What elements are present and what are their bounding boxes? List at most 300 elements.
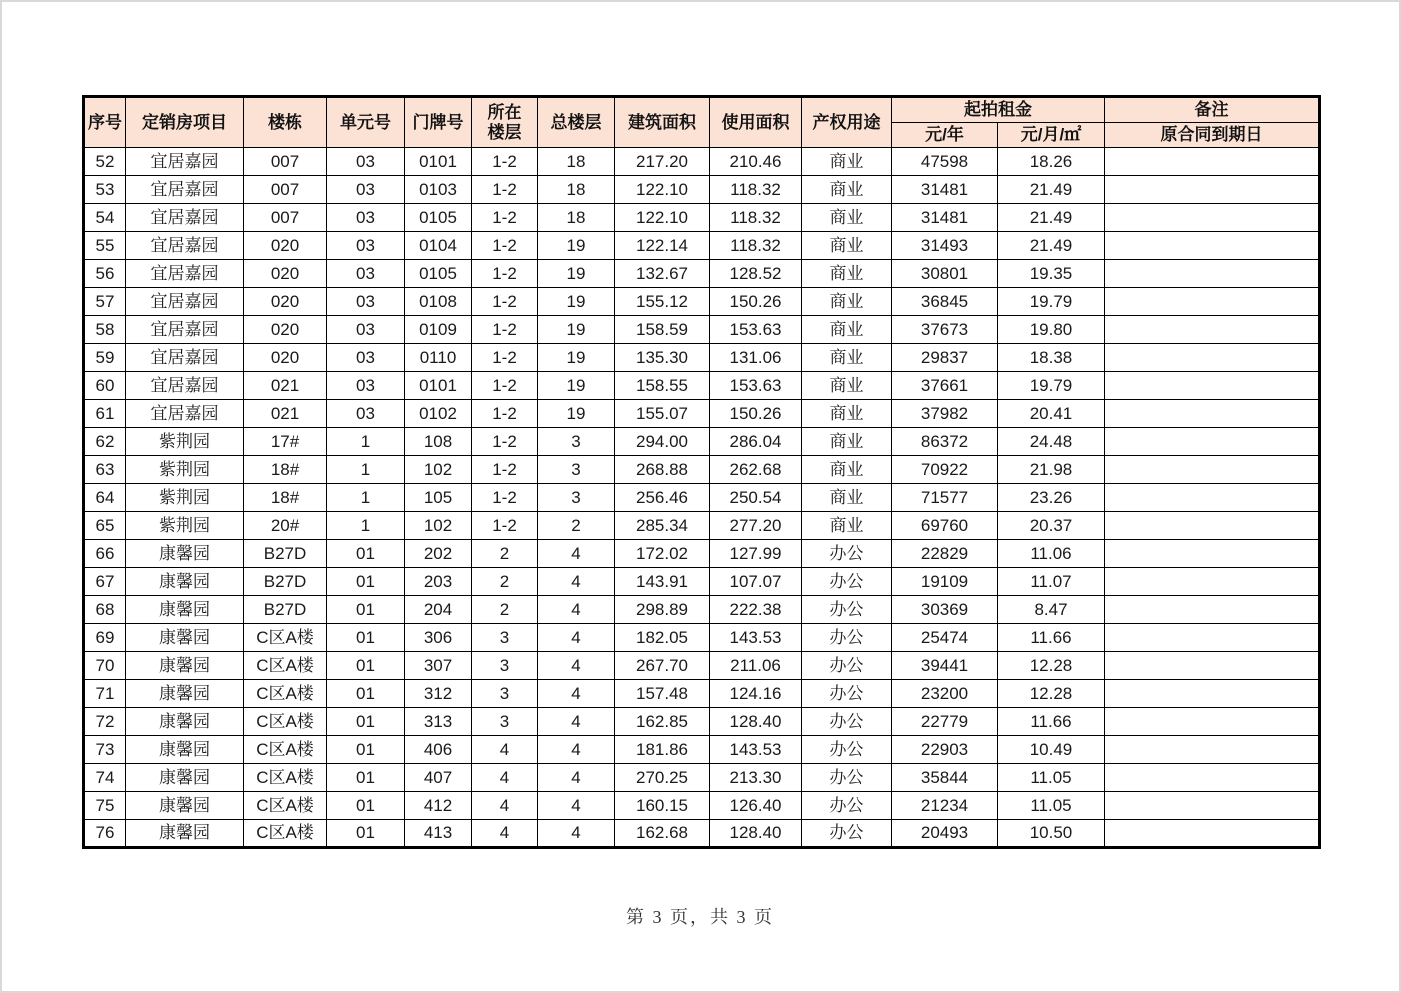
cell-rent-month-sqm: 10.50	[998, 820, 1105, 848]
cell-rent-year: 35844	[892, 764, 998, 792]
cell-rent-month-sqm: 18.26	[998, 148, 1105, 176]
cell-unit: 03	[327, 344, 405, 372]
cell-use-area: 124.16	[710, 680, 802, 708]
cell-use-area: 118.32	[710, 204, 802, 232]
cell-rent-month-sqm: 11.06	[998, 540, 1105, 568]
cell-total-floors: 4	[538, 764, 615, 792]
cell-note	[1105, 792, 1320, 820]
cell-use-area: 131.06	[710, 344, 802, 372]
cell-seq: 59	[84, 344, 126, 372]
cell-total-floors: 19	[538, 260, 615, 288]
cell-total-floors: 18	[538, 204, 615, 232]
cell-floor: 4	[472, 736, 538, 764]
cell-unit: 01	[327, 736, 405, 764]
cell-unit: 01	[327, 764, 405, 792]
cell-project: 宜居嘉园	[126, 372, 244, 400]
cell-door: 102	[405, 512, 472, 540]
cell-rent-year: 37661	[892, 372, 998, 400]
table-row	[84, 372, 1320, 400]
cell-unit: 01	[327, 708, 405, 736]
cell-floor: 1-2	[472, 428, 538, 456]
cell-floor: 4	[472, 764, 538, 792]
cell-usage: 商业	[802, 428, 892, 456]
cell-usage: 办公	[802, 624, 892, 652]
cell-project: 康馨园	[126, 652, 244, 680]
cell-note	[1105, 820, 1320, 848]
cell-floor: 1-2	[472, 260, 538, 288]
cell-rent-year: 47598	[892, 148, 998, 176]
cell-building: 18#	[244, 484, 327, 512]
cell-total-floors: 19	[538, 400, 615, 428]
cell-use-area: 222.38	[710, 596, 802, 624]
cell-project: 宜居嘉园	[126, 176, 244, 204]
cell-door: 203	[405, 568, 472, 596]
cell-seq: 74	[84, 764, 126, 792]
cell-unit: 01	[327, 820, 405, 848]
cell-total-floors: 3	[538, 428, 615, 456]
header-seq: 序号	[84, 97, 126, 148]
cell-build-area: 181.86	[615, 736, 710, 764]
cell-rent-year: 37982	[892, 400, 998, 428]
cell-note	[1105, 764, 1320, 792]
cell-usage: 办公	[802, 540, 892, 568]
cell-usage: 商业	[802, 344, 892, 372]
cell-note	[1105, 232, 1320, 260]
cell-rent-month-sqm: 19.80	[998, 316, 1105, 344]
cell-floor: 3	[472, 680, 538, 708]
cell-total-floors: 18	[538, 148, 615, 176]
cell-project: 宜居嘉园	[126, 232, 244, 260]
cell-rent-month-sqm: 11.66	[998, 624, 1105, 652]
cell-seq: 57	[84, 288, 126, 316]
cell-rent-year: 36845	[892, 288, 998, 316]
cell-seq: 66	[84, 540, 126, 568]
cell-seq: 68	[84, 596, 126, 624]
cell-door: 0109	[405, 316, 472, 344]
cell-project: 康馨园	[126, 736, 244, 764]
cell-floor: 1-2	[472, 372, 538, 400]
cell-usage: 办公	[802, 680, 892, 708]
cell-use-area: 210.46	[710, 148, 802, 176]
cell-total-floors: 4	[538, 736, 615, 764]
cell-door: 102	[405, 456, 472, 484]
cell-building: C区A楼	[244, 820, 327, 848]
table-row	[84, 568, 1320, 596]
cell-project: 宜居嘉园	[126, 260, 244, 288]
cell-total-floors: 3	[538, 484, 615, 512]
cell-usage: 办公	[802, 652, 892, 680]
cell-rent-year: 39441	[892, 652, 998, 680]
cell-building: C区A楼	[244, 624, 327, 652]
cell-seq: 64	[84, 484, 126, 512]
cell-use-area: 286.04	[710, 428, 802, 456]
cell-use-area: 128.52	[710, 260, 802, 288]
cell-rent-year: 22779	[892, 708, 998, 736]
cell-use-area: 126.40	[710, 792, 802, 820]
cell-use-area: 150.26	[710, 400, 802, 428]
cell-unit: 1	[327, 484, 405, 512]
table-row	[84, 792, 1320, 820]
table-row	[84, 232, 1320, 260]
header-floor	[472, 97, 538, 148]
cell-usage: 商业	[802, 204, 892, 232]
cell-rent-month-sqm: 23.26	[998, 484, 1105, 512]
cell-seq: 62	[84, 428, 126, 456]
cell-total-floors: 19	[538, 344, 615, 372]
cell-project: 宜居嘉园	[126, 344, 244, 372]
cell-note	[1105, 428, 1320, 456]
table-row	[84, 148, 1320, 176]
cell-total-floors: 2	[538, 512, 615, 540]
cell-build-area: 155.07	[615, 400, 710, 428]
cell-rent-month-sqm: 19.79	[998, 288, 1105, 316]
cell-build-area: 122.14	[615, 232, 710, 260]
cell-note	[1105, 316, 1320, 344]
cell-rent-year: 31493	[892, 232, 998, 260]
cell-rent-month-sqm: 21.49	[998, 232, 1105, 260]
cell-door: 0104	[405, 232, 472, 260]
cell-floor: 1-2	[472, 176, 538, 204]
cell-floor: 3	[472, 652, 538, 680]
cell-floor: 1-2	[472, 456, 538, 484]
cell-project: 宜居嘉园	[126, 148, 244, 176]
cell-build-area: 160.15	[615, 792, 710, 820]
cell-rent-year: 22829	[892, 540, 998, 568]
cell-rent-year: 37673	[892, 316, 998, 344]
cell-usage: 商业	[802, 372, 892, 400]
cell-unit: 03	[327, 232, 405, 260]
cell-building: 007	[244, 148, 327, 176]
cell-note	[1105, 596, 1320, 624]
cell-project: 康馨园	[126, 708, 244, 736]
table-row	[84, 428, 1320, 456]
cell-seq: 65	[84, 512, 126, 540]
cell-rent-month-sqm: 24.48	[998, 428, 1105, 456]
cell-rent-month-sqm: 19.79	[998, 372, 1105, 400]
cell-seq: 52	[84, 148, 126, 176]
cell-use-area: 107.07	[710, 568, 802, 596]
cell-note	[1105, 736, 1320, 764]
table-body	[84, 148, 1320, 848]
cell-build-area: 285.34	[615, 512, 710, 540]
cell-project: 紫荆园	[126, 484, 244, 512]
cell-floor: 3	[472, 624, 538, 652]
cell-door: 0102	[405, 400, 472, 428]
cell-rent-month-sqm: 21.49	[998, 176, 1105, 204]
cell-unit: 03	[327, 400, 405, 428]
cell-project: 康馨园	[126, 624, 244, 652]
cell-build-area: 162.85	[615, 708, 710, 736]
cell-unit: 01	[327, 596, 405, 624]
cell-total-floors: 4	[538, 652, 615, 680]
cell-seq: 60	[84, 372, 126, 400]
cell-door: 313	[405, 708, 472, 736]
cell-rent-year: 20493	[892, 820, 998, 848]
cell-project: 宜居嘉园	[126, 400, 244, 428]
table-row	[84, 456, 1320, 484]
header-total-floors: 总楼层	[538, 97, 615, 148]
cell-usage: 办公	[802, 792, 892, 820]
cell-note	[1105, 680, 1320, 708]
cell-rent-month-sqm: 11.05	[998, 792, 1105, 820]
cell-usage: 办公	[802, 708, 892, 736]
cell-build-area: 267.70	[615, 652, 710, 680]
cell-unit: 03	[327, 372, 405, 400]
cell-build-area: 182.05	[615, 624, 710, 652]
cell-floor: 2	[472, 568, 538, 596]
cell-rent-month-sqm: 18.38	[998, 344, 1105, 372]
cell-total-floors: 19	[538, 232, 615, 260]
table-row	[84, 176, 1320, 204]
table-row	[84, 708, 1320, 736]
cell-use-area: 118.32	[710, 176, 802, 204]
header-note-sub: 原合同到期日	[1105, 123, 1320, 148]
cell-project: 宜居嘉园	[126, 288, 244, 316]
cell-usage: 商业	[802, 400, 892, 428]
cell-usage: 商业	[802, 316, 892, 344]
cell-building: 18#	[244, 456, 327, 484]
table-row	[84, 400, 1320, 428]
cell-door: 407	[405, 764, 472, 792]
cell-seq: 58	[84, 316, 126, 344]
cell-unit: 03	[327, 288, 405, 316]
cell-note	[1105, 148, 1320, 176]
cell-rent-year: 31481	[892, 176, 998, 204]
cell-seq: 56	[84, 260, 126, 288]
cell-door: 204	[405, 596, 472, 624]
cell-rent-month-sqm: 8.47	[998, 596, 1105, 624]
cell-build-area: 298.89	[615, 596, 710, 624]
cell-rent-year: 71577	[892, 484, 998, 512]
cell-build-area: 135.30	[615, 344, 710, 372]
cell-total-floors: 4	[538, 680, 615, 708]
cell-door: 412	[405, 792, 472, 820]
cell-total-floors: 4	[538, 596, 615, 624]
cell-note	[1105, 512, 1320, 540]
table-row	[84, 204, 1320, 232]
cell-seq: 76	[84, 820, 126, 848]
table-row	[84, 596, 1320, 624]
cell-unit: 03	[327, 148, 405, 176]
cell-use-area: 211.06	[710, 652, 802, 680]
table-row	[84, 260, 1320, 288]
table-row	[84, 820, 1320, 848]
cell-use-area: 150.26	[710, 288, 802, 316]
cell-unit: 03	[327, 204, 405, 232]
page-number-indicator: 第 3 页，共 3 页	[626, 907, 774, 927]
cell-rent-year: 25474	[892, 624, 998, 652]
cell-floor: 3	[472, 708, 538, 736]
cell-total-floors: 4	[538, 624, 615, 652]
cell-building: 021	[244, 372, 327, 400]
cell-note	[1105, 204, 1320, 232]
table-row	[84, 764, 1320, 792]
cell-use-area: 118.32	[710, 232, 802, 260]
cell-project: 康馨园	[126, 820, 244, 848]
table-row	[84, 736, 1320, 764]
cell-floor: 4	[472, 792, 538, 820]
header-rent-month-sqm: 元/月/㎡	[998, 123, 1105, 148]
cell-usage: 办公	[802, 596, 892, 624]
header-building: 楼栋	[244, 97, 327, 148]
cell-usage: 办公	[802, 568, 892, 596]
cell-rent-year: 69760	[892, 512, 998, 540]
cell-usage: 办公	[802, 764, 892, 792]
cell-note	[1105, 484, 1320, 512]
table-row	[84, 624, 1320, 652]
cell-building: B27D	[244, 568, 327, 596]
cell-rent-year: 29837	[892, 344, 998, 372]
cell-door: 307	[405, 652, 472, 680]
cell-build-area: 172.02	[615, 540, 710, 568]
cell-floor: 2	[472, 540, 538, 568]
cell-building: C区A楼	[244, 764, 327, 792]
cell-seq: 75	[84, 792, 126, 820]
cell-unit: 01	[327, 792, 405, 820]
cell-rent-month-sqm: 12.28	[998, 680, 1105, 708]
cell-usage: 商业	[802, 484, 892, 512]
cell-rent-month-sqm: 11.07	[998, 568, 1105, 596]
header-build-area: 建筑面积	[615, 97, 710, 148]
cell-door: 105	[405, 484, 472, 512]
cell-rent-year: 30801	[892, 260, 998, 288]
cell-floor: 2	[472, 596, 538, 624]
header-floor-label: 所在楼层	[487, 102, 522, 142]
cell-project: 宜居嘉园	[126, 316, 244, 344]
cell-floor: 4	[472, 820, 538, 848]
cell-rent-month-sqm: 21.49	[998, 204, 1105, 232]
cell-building: 020	[244, 288, 327, 316]
cell-use-area: 128.40	[710, 708, 802, 736]
cell-total-floors: 4	[538, 792, 615, 820]
cell-build-area: 143.91	[615, 568, 710, 596]
cell-building: 020	[244, 344, 327, 372]
cell-seq: 73	[84, 736, 126, 764]
cell-total-floors: 3	[538, 456, 615, 484]
cell-project: 康馨园	[126, 792, 244, 820]
cell-total-floors: 4	[538, 708, 615, 736]
cell-building: B27D	[244, 540, 327, 568]
cell-total-floors: 4	[538, 568, 615, 596]
cell-seq: 67	[84, 568, 126, 596]
cell-build-area: 122.10	[615, 204, 710, 232]
cell-building: 17#	[244, 428, 327, 456]
table-header	[84, 97, 1320, 148]
cell-build-area: 294.00	[615, 428, 710, 456]
cell-note	[1105, 176, 1320, 204]
cell-note	[1105, 624, 1320, 652]
header-door: 门牌号	[405, 97, 472, 148]
cell-building: 007	[244, 176, 327, 204]
cell-building: 020	[244, 316, 327, 344]
cell-door: 0108	[405, 288, 472, 316]
cell-rent-month-sqm: 11.05	[998, 764, 1105, 792]
cell-rent-year: 31481	[892, 204, 998, 232]
cell-rent-year: 23200	[892, 680, 998, 708]
cell-unit: 1	[327, 512, 405, 540]
cell-rent-month-sqm: 20.41	[998, 400, 1105, 428]
cell-note	[1105, 400, 1320, 428]
header-project: 定销房项目	[126, 97, 244, 148]
header-unit: 单元号	[327, 97, 405, 148]
cell-build-area: 158.55	[615, 372, 710, 400]
cell-door: 0105	[405, 204, 472, 232]
cell-rent-year: 70922	[892, 456, 998, 484]
cell-door: 0103	[405, 176, 472, 204]
cell-note	[1105, 540, 1320, 568]
cell-use-area: 213.30	[710, 764, 802, 792]
cell-build-area: 132.67	[615, 260, 710, 288]
cell-seq: 53	[84, 176, 126, 204]
cell-use-area: 143.53	[710, 624, 802, 652]
cell-usage: 商业	[802, 512, 892, 540]
cell-door: 0105	[405, 260, 472, 288]
cell-rent-month-sqm: 10.49	[998, 736, 1105, 764]
cell-total-floors: 18	[538, 176, 615, 204]
cell-building: C区A楼	[244, 736, 327, 764]
cell-usage: 商业	[802, 260, 892, 288]
cell-door: 306	[405, 624, 472, 652]
cell-rent-month-sqm: 12.28	[998, 652, 1105, 680]
cell-project: 紫荆园	[126, 428, 244, 456]
table-row	[84, 484, 1320, 512]
cell-usage: 商业	[802, 288, 892, 316]
table-row	[84, 652, 1320, 680]
cell-build-area: 158.59	[615, 316, 710, 344]
cell-build-area: 256.46	[615, 484, 710, 512]
cell-use-area: 277.20	[710, 512, 802, 540]
cell-building: C区A楼	[244, 792, 327, 820]
cell-building: C区A楼	[244, 680, 327, 708]
cell-floor: 1-2	[472, 512, 538, 540]
cell-build-area: 155.12	[615, 288, 710, 316]
cell-unit: 01	[327, 540, 405, 568]
cell-floor: 1-2	[472, 232, 538, 260]
cell-building: 007	[244, 204, 327, 232]
cell-seq: 72	[84, 708, 126, 736]
cell-seq: 55	[84, 232, 126, 260]
cell-note	[1105, 568, 1320, 596]
cell-total-floors: 4	[538, 820, 615, 848]
cell-total-floors: 4	[538, 540, 615, 568]
cell-use-area: 153.63	[710, 372, 802, 400]
cell-seq: 61	[84, 400, 126, 428]
cell-building: C区A楼	[244, 708, 327, 736]
cell-rent-year: 86372	[892, 428, 998, 456]
table-row	[84, 540, 1320, 568]
cell-rent-year: 21234	[892, 792, 998, 820]
cell-rent-year: 19109	[892, 568, 998, 596]
cell-project: 康馨园	[126, 540, 244, 568]
cell-note	[1105, 652, 1320, 680]
cell-building: C区A楼	[244, 652, 327, 680]
cell-usage: 办公	[802, 736, 892, 764]
cell-unit: 1	[327, 456, 405, 484]
header-usage: 产权用途	[802, 97, 892, 148]
cell-note	[1105, 456, 1320, 484]
cell-unit: 01	[327, 680, 405, 708]
cell-floor: 1-2	[472, 344, 538, 372]
cell-unit: 1	[327, 428, 405, 456]
cell-seq: 63	[84, 456, 126, 484]
cell-total-floors: 19	[538, 288, 615, 316]
cell-note	[1105, 708, 1320, 736]
cell-door: 406	[405, 736, 472, 764]
header-rent-year: 元/年	[892, 123, 998, 148]
cell-note	[1105, 372, 1320, 400]
cell-use-area: 143.53	[710, 736, 802, 764]
cell-seq: 54	[84, 204, 126, 232]
